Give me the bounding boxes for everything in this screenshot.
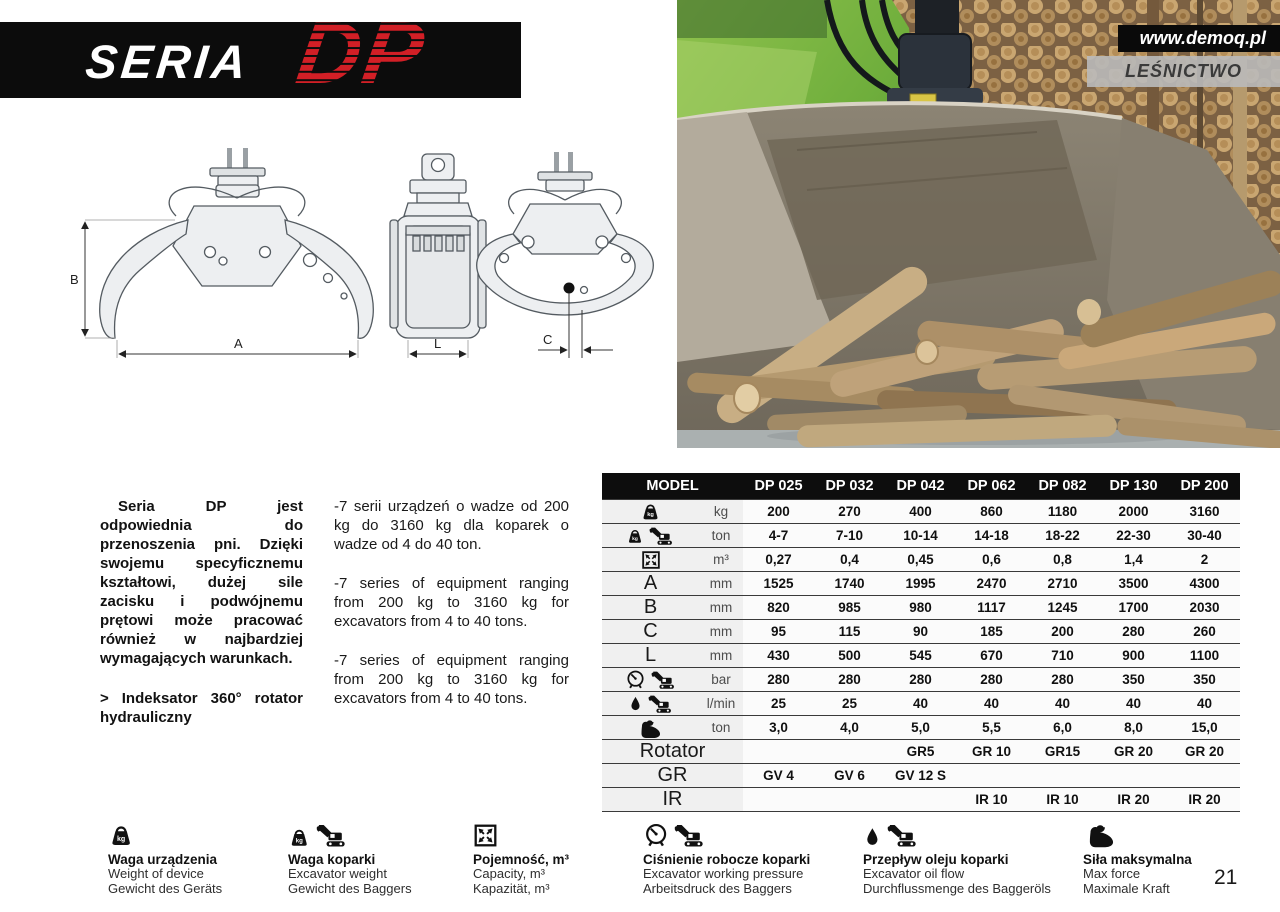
dim-label-a: A (234, 336, 243, 351)
oil-flow-icon (602, 692, 699, 715)
table-cell: 95 (770, 624, 787, 639)
table-row (602, 499, 1240, 523)
row-label: C (602, 620, 699, 643)
table-cell: GV 12 S (894, 768, 947, 783)
column-header: DP 130 (1109, 478, 1158, 494)
series-code: DP (291, 3, 432, 102)
excavator-glyph (649, 526, 675, 546)
legend-text-en: Excavator oil flow (863, 866, 965, 881)
table-cell: GR 10 (971, 744, 1012, 759)
table-cell: 7-10 (835, 528, 864, 543)
legend-item (643, 818, 858, 896)
unit-label: kg (699, 500, 743, 523)
capacity-glyph (473, 823, 498, 848)
table-cell: 1995 (905, 576, 936, 591)
drop-glyph (863, 826, 882, 849)
table-row (602, 595, 1240, 619)
table-cell (885, 788, 956, 811)
table-cell: GR15 (1044, 744, 1081, 759)
product-photo (677, 0, 1280, 448)
table-row (602, 739, 1240, 763)
table-cell: 500 (838, 648, 861, 663)
pressure-icon (602, 668, 699, 691)
drawing-front-closed (477, 152, 653, 358)
table-cell: 1525 (763, 576, 794, 591)
table-cell: 30-40 (1187, 528, 1222, 543)
table-cell: IR 10 (1046, 792, 1079, 807)
table-row (602, 715, 1240, 739)
drop-glyph (628, 695, 643, 713)
table-cell: 2470 (976, 576, 1007, 591)
table-cell: 25 (841, 696, 858, 711)
unit-label: bar (699, 668, 743, 691)
legend-text-pl: Waga urządzenia (108, 852, 218, 867)
dim-label-l: L (434, 336, 442, 351)
legend-text-de: Gewicht des Geräts (108, 880, 223, 896)
table-cell: 280 (1122, 624, 1145, 639)
unit-label: mm (699, 596, 743, 619)
intro-paragraph-2: -7 series of equipment ranging from 200 kg to 3160 kg for excavators from 4 to 40 tons. (334, 575, 569, 630)
legend-text-de: Durchflussmenge des Baggeröls (863, 880, 1051, 896)
table-cell: 3500 (1118, 576, 1149, 591)
table-cell: 2030 (1189, 600, 1220, 615)
website-strip (1118, 25, 1280, 52)
table-row (602, 523, 1240, 547)
table-cell: GR5 (906, 744, 935, 759)
capacity-icon (602, 548, 699, 571)
unit-label: m³ (699, 548, 743, 571)
excavator-glyph (887, 823, 920, 848)
table-row (602, 643, 1240, 667)
muscle-glyph (1083, 821, 1121, 849)
excavator-glyph (651, 670, 677, 690)
table-cell: 430 (767, 648, 790, 663)
table-cell: 115 (838, 624, 861, 639)
legend-text-de: Kapazität, m³ (473, 880, 550, 896)
website-url: www.demoq.pl (1139, 28, 1266, 48)
table-cell: 0,45 (907, 552, 934, 567)
table-cell: 820 (767, 600, 790, 615)
table-cell: 5,5 (982, 720, 1001, 735)
row-label: L (602, 644, 699, 667)
legend-text-de: Arbeitsdruck des Baggers (643, 880, 792, 896)
table-cell: 4,0 (840, 720, 859, 735)
max-force-icon (602, 716, 699, 739)
series-label: SERIA (83, 35, 253, 88)
table-cell: IR 20 (1188, 792, 1221, 807)
column-header: DP 062 (967, 478, 1016, 494)
intro-polish-paragraph: Seria DP jest odpowiednia do przenoszenia pni. Dzięki swojemu specyficznemu kształtowi, dużej sile zacisku i podwójnemu prętowi może pracować również w najbardziej wymagających warunkach. (100, 498, 303, 667)
spec-table (602, 473, 1240, 812)
table-cell: 2000 (1118, 504, 1149, 519)
excavator-weight-icon (288, 818, 503, 848)
muscle-glyph (636, 717, 666, 739)
table-cell: 40 (1196, 696, 1213, 711)
table-cell: 4300 (1189, 576, 1220, 591)
page-number: 21 (1214, 866, 1238, 889)
max-force-icon (1083, 818, 1280, 848)
model-header: MODEL (646, 478, 699, 494)
row-label: B (602, 596, 699, 619)
legend-text-en: Excavator weight (288, 866, 387, 881)
table-cell (1098, 764, 1169, 787)
intro-polish-column (100, 497, 303, 727)
table-cell: 1117 (977, 600, 1006, 615)
table-cell: 280 (1051, 672, 1074, 687)
table-cell: GV 6 (834, 768, 865, 783)
table-cell (1027, 764, 1098, 787)
table-row (602, 667, 1240, 691)
table-cell: 350 (1122, 672, 1145, 687)
column-header: DP 025 (754, 478, 803, 494)
table-cell: 3160 (1189, 504, 1220, 519)
drawing-front-open (70, 148, 373, 358)
excavator-glyph (316, 823, 349, 848)
unit-label: mm (699, 572, 743, 595)
table-cell (743, 788, 814, 811)
table-cell: 710 (1051, 648, 1074, 663)
table-cell: 1100 (1189, 648, 1220, 663)
table-cell: 200 (1051, 624, 1074, 639)
table-cell: 90 (912, 624, 929, 639)
capacity-glyph (641, 550, 661, 570)
table-cell: 2710 (1047, 576, 1078, 591)
table-row (602, 763, 1240, 787)
oil-flow-icon (863, 818, 1078, 848)
table-cell: 0,8 (1053, 552, 1072, 567)
table-cell: 40 (1054, 696, 1071, 711)
row-label: Rotator (602, 740, 743, 763)
excavator-weight-icon (602, 524, 699, 547)
excavator-glyph (648, 694, 674, 714)
intro-bullet: > Indeksator 360° rotator hydrauliczny (100, 690, 303, 726)
table-cell: 1740 (834, 576, 865, 591)
table-cell: 10-14 (903, 528, 938, 543)
weight-glyph (626, 527, 644, 545)
table-row (602, 547, 1240, 571)
row-label: A (602, 572, 699, 595)
table-cell (814, 740, 885, 763)
dim-label-b: B (70, 272, 79, 287)
pressure-icon (643, 818, 858, 848)
intro-paragraph-3: -7 series of equipment ranging from 200 kg to 3160 kg for excavators from 4 to 40 tons. (334, 652, 569, 707)
unit-label: l/min (699, 692, 743, 715)
table-cell: 1180 (1047, 504, 1078, 519)
unit-label: ton (699, 716, 743, 739)
table-cell: 3,0 (769, 720, 788, 735)
table-cell: 40 (912, 696, 929, 711)
table-cell: 280 (909, 672, 932, 687)
legend-text-en: Weight of device (108, 866, 204, 881)
legend-text-pl: Pojemność, m³ (473, 852, 570, 867)
unit-label: ton (699, 524, 743, 547)
table-row (602, 691, 1240, 715)
table-cell: 900 (1122, 648, 1145, 663)
intro-paragraph-1: -7 serii urządzeń o wadze od 200 kg do 3160 kg dla koparek o wadze od 4 do 40 ton. (334, 498, 569, 553)
legend-text-de: Maximale Kraft (1083, 880, 1170, 896)
table-cell: 185 (980, 624, 1003, 639)
table-cell: 350 (1193, 672, 1216, 687)
category-strip (1087, 56, 1280, 87)
table-row (602, 619, 1240, 643)
intro-middle-column (334, 497, 569, 728)
table-cell: 280 (980, 672, 1003, 687)
technical-drawings (60, 140, 660, 375)
row-label: GR (602, 764, 743, 787)
table-cell: 545 (909, 648, 932, 663)
legend-item (863, 818, 1078, 896)
table-cell: GR 20 (1113, 744, 1154, 759)
table-cell: 1,4 (1124, 552, 1143, 567)
table-header-row (602, 473, 1240, 499)
table-cell (814, 788, 885, 811)
table-cell: 0,27 (765, 552, 792, 567)
unit-label: mm (699, 620, 743, 643)
weight-glyph (108, 822, 134, 848)
legend-text-pl: Przepływ oleju koparki (863, 852, 1009, 867)
table-cell: 280 (767, 672, 790, 687)
table-cell: GR 20 (1184, 744, 1225, 759)
table-cell: 985 (838, 600, 861, 615)
column-header: DP 200 (1180, 478, 1229, 494)
legend-text-pl: Ciśnienie robocze koparki (643, 852, 811, 867)
weight-glyph (640, 501, 661, 522)
table-cell: 260 (1193, 624, 1216, 639)
column-header: DP 032 (825, 478, 874, 494)
table-row (602, 571, 1240, 595)
table-cell: IR 20 (1117, 792, 1150, 807)
table-cell: 22-30 (1116, 528, 1151, 543)
table-cell: 1700 (1118, 600, 1149, 615)
legend-item (288, 818, 503, 896)
dim-label-c: C (543, 332, 553, 347)
legend-text-en: Max force (1083, 866, 1141, 881)
table-cell: 1245 (1047, 600, 1078, 615)
table-cell: 280 (838, 672, 861, 687)
series-banner (0, 3, 521, 102)
gauge-glyph (625, 669, 646, 690)
table-cell: 8,0 (1124, 720, 1143, 735)
table-cell (743, 740, 814, 763)
table-cell (1169, 764, 1240, 787)
legend-text-en: Excavator working pressure (643, 866, 804, 881)
table-cell: 40 (983, 696, 1000, 711)
table-cell: 18-22 (1045, 528, 1080, 543)
table-cell: 15,0 (1191, 720, 1218, 735)
table-cell: 860 (980, 504, 1003, 519)
legend-text-de: Gewicht des Baggers (288, 880, 412, 896)
legend-text-pl: Waga koparki (288, 852, 376, 867)
legend-item (1083, 818, 1280, 896)
table-cell: 25 (770, 696, 787, 711)
table-cell (956, 764, 1027, 787)
table-cell: GV 4 (763, 768, 794, 783)
column-header: DP 082 (1038, 478, 1087, 494)
table-cell: 0,4 (840, 552, 859, 567)
table-cell: 400 (909, 504, 932, 519)
table-cell: IR 10 (975, 792, 1008, 807)
legend-text-pl: Siła maksymalna (1083, 852, 1192, 867)
weight-kg-icon (602, 500, 699, 523)
table-cell: 4-7 (768, 528, 789, 543)
legend-text-en: Capacity, m³ (473, 866, 545, 881)
gauge-glyph (643, 822, 669, 848)
table-cell: 670 (980, 648, 1003, 663)
table-cell: 980 (909, 600, 932, 615)
table-cell: 5,0 (911, 720, 930, 735)
table-cell: 40 (1125, 696, 1142, 711)
table-cell: 270 (838, 504, 861, 519)
weight-glyph (288, 826, 311, 849)
excavator-glyph (674, 823, 707, 848)
table-cell: 6,0 (1053, 720, 1072, 735)
category-label: LEŚNICTWO (1125, 61, 1242, 81)
table-cell: 200 (767, 504, 790, 519)
column-header: DP 042 (896, 478, 945, 494)
drawing-side-view (390, 154, 486, 358)
table-cell: 0,6 (982, 552, 1001, 567)
table-cell: 14-18 (974, 528, 1009, 543)
row-label: IR (602, 788, 743, 811)
table-row (602, 787, 1240, 811)
table-cell: 2 (1200, 552, 1209, 567)
unit-label: mm (699, 644, 743, 667)
